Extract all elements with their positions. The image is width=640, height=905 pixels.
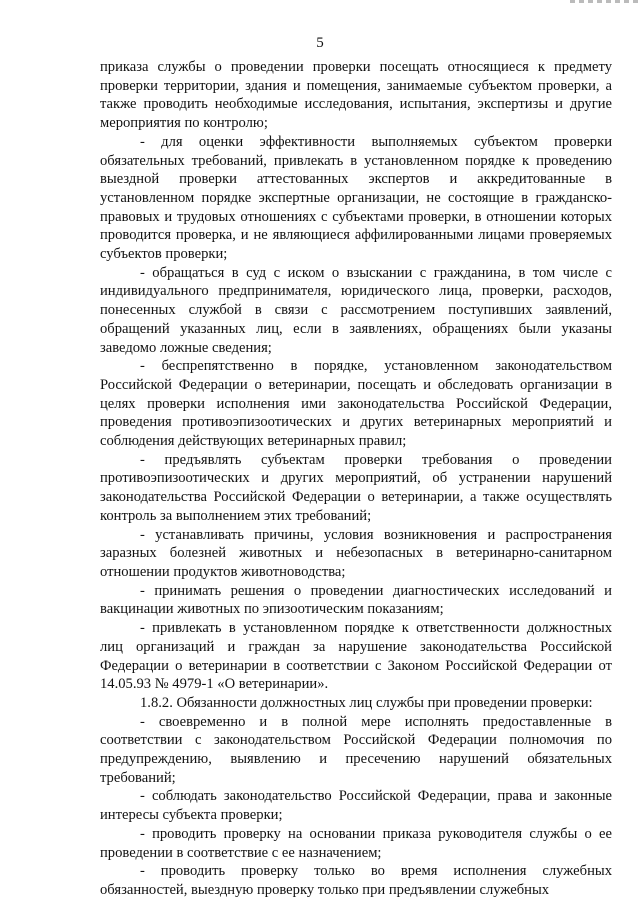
paragraph: - беспрепятственно в порядке, установленном законодательством Российской Федерации о ветеринарии, посещать и обследовать организации в целях проверки исполнения ими законодательства Российской Федерации, проведения противоэпизоотических и других ветеринарных мероприятий и соблюдения действующих ветеринарных правил; [100, 358, 612, 450]
paragraph: - устанавливать причины, условия возникновения и распространения заразных болезней животных и небезопасных в ветеринарно-санитарном отношении продуктов животноводства; [100, 526, 612, 580]
paragraph: - для оценки эффективности выполняемых субъектом проверки обязательных требований, привлекать в установленном порядке к проведению выездной проверки аттестованных экспертов и аккредитованные в установленном порядке экспертные организации, не состоящие в гражданско-правовых и трудовых отношениях с субъектами проверки, в отношении которых проводится проверка, и не являющиеся аффилированными лицами проверяемых субъектов проверки; [100, 133, 612, 263]
paragraph: 1.8.2. Обязанности должностных лиц службы при проведении проверки: [140, 694, 593, 711]
paragraph: - предъявлять субъектам проверки требования о проведении противоэпизоотических и других мероприятий, об устранении нарушений законодательства Российской Федерации о ветеринарии, а также осуществлять контроль за выполнением этих требований; [100, 451, 612, 524]
paragraph: - принимать решения о проведении диагностических исследований и вакцинации животных по эпизоотическим показаниям; [100, 582, 612, 618]
paragraph: приказа службы о проведении проверки посещать относящиеся к предмету проверки территории, здания и помещения, занимаемые субъектом проверки, а также проводить необходимые исследования, испытания, экспертизы и другие мероприятия по контролю; [100, 59, 612, 132]
scan-edge-marks [570, 0, 640, 3]
document-body [100, 58, 612, 900]
paragraph: - проводить проверку только во время исполнения служебных обязанностей, выездную проверку только при предъявлении служебных [100, 863, 612, 898]
paragraph: - обращаться в суд с иском о взыскании с гражданина, в том числе с индивидуального предпринимателя, юридического лица, проверки, расходов, понесенных службой в связи с рассмотрением поступивших заявлений, обращений указанных лиц, если в заявлениях, обращениях были указаны заведомо ложные сведения; [100, 264, 612, 356]
paragraph: - своевременно и в полной мере исполнять предоставленные в соответствии с законодательством Российской Федерации полномочия по предупреждению, выявлению и пресечению нарушений обязательных требований; [100, 713, 612, 786]
paragraph: - соблюдать законодательство Российской Федерации, права и законные интересы субъекта проверки; [100, 788, 612, 824]
paragraph: - привлекать в установленном порядке к ответственности должностных лиц организаций и граждан за нарушение законодательства Российской Федерации о ветеринарии в соответствии с Законом Российской Федерации от 14.05.93 № 4979-1 «О ветеринарии». [100, 620, 612, 693]
paragraph: - проводить проверку на основании приказа руководителя службы о ее проведении в соответствие с ее назначением; [100, 825, 612, 861]
page-number: 5 [316, 35, 324, 51]
